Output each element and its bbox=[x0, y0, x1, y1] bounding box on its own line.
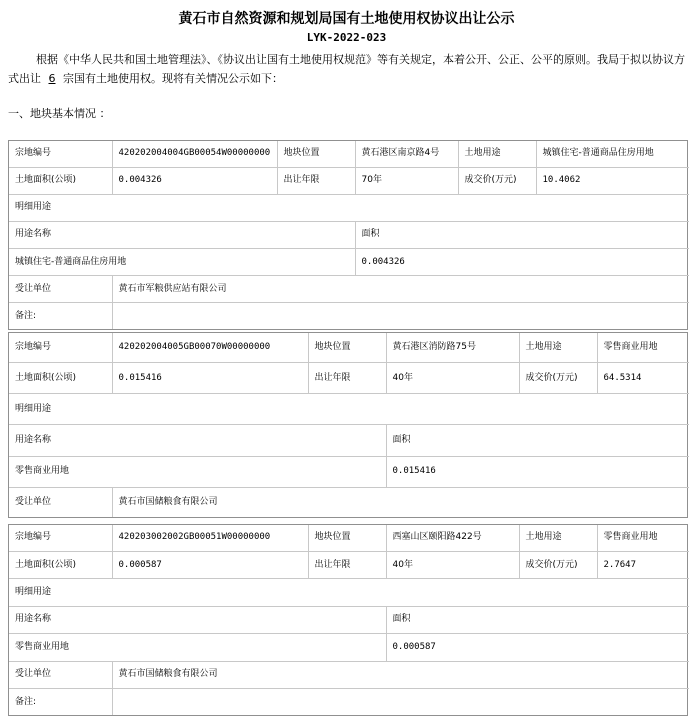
land-use-value: 零售商业用地 bbox=[597, 525, 689, 551]
assignee-value: 黄石市军粮供应站有限公司 bbox=[112, 276, 689, 303]
section-heading: 一、地块基本情况 ： bbox=[8, 107, 111, 120]
detail-use-area: 0.015416 bbox=[386, 456, 689, 487]
location-label: 地块位置 bbox=[277, 141, 355, 167]
price-value: 10.4062 bbox=[536, 167, 689, 194]
intro-text-1: 根据《中华人民共和国土地管理法》、《协议出让国有土地使用权规范》等有关规定，本着公开、公正、公平的原则。我局于拟以协议方式出让 bbox=[8, 53, 685, 85]
use-name-label: 用途名称 bbox=[9, 606, 386, 633]
area-value: 0.015416 bbox=[112, 363, 308, 394]
detail-use-name: 零售商业用地 bbox=[9, 634, 386, 661]
remarks-value bbox=[112, 303, 689, 329]
term-value: 40年 bbox=[386, 551, 519, 578]
detail-use-heading: 明细用途 bbox=[9, 194, 689, 221]
area-label: 土地面积(公顷) bbox=[9, 363, 112, 394]
parcel-table-3 bbox=[8, 524, 688, 716]
location-value: 黄石港区消防路75号 bbox=[386, 333, 519, 363]
parcel-table-2 bbox=[8, 332, 688, 518]
use-name-label: 用途名称 bbox=[9, 221, 355, 248]
detail-use-area: 0.004326 bbox=[355, 249, 689, 276]
price-value: 64.5314 bbox=[597, 363, 689, 394]
location-label: 地块位置 bbox=[308, 525, 386, 551]
detail-use-area: 0.000587 bbox=[386, 634, 689, 661]
term-label: 出让年限 bbox=[308, 363, 386, 394]
assignee-label: 受让单位 bbox=[9, 661, 112, 688]
parcel-id-value: 420203002002GB00051W00000000 bbox=[112, 525, 308, 551]
detail-use-heading: 明细用途 bbox=[9, 394, 689, 425]
land-use-label: 土地用途 bbox=[458, 141, 536, 167]
parcel-count: 6 bbox=[48, 72, 56, 85]
intro-paragraph bbox=[8, 50, 688, 88]
area-value: 0.000587 bbox=[112, 551, 308, 578]
assignee-label: 受让单位 bbox=[9, 276, 112, 303]
parcel-id-label: 宗地编号 bbox=[9, 333, 112, 363]
price-value: 2.7647 bbox=[597, 551, 689, 578]
assignee-label: 受让单位 bbox=[9, 487, 112, 517]
parcel-id-value: 420202004005GB00070W00000000 bbox=[112, 333, 308, 363]
document-number: LYK-2022-023 bbox=[306, 31, 387, 44]
use-area-label: 面积 bbox=[386, 606, 689, 633]
land-use-value: 城镇住宅-普通商品住房用地 bbox=[536, 141, 689, 167]
location-value: 黄石港区南京路4号 bbox=[355, 141, 458, 167]
use-area-label: 面积 bbox=[355, 221, 689, 248]
detail-use-name: 零售商业用地 bbox=[9, 456, 386, 487]
parcel-id-value: 420202004004GB00054W00000000 bbox=[112, 141, 277, 167]
remarks-label: 备注: bbox=[9, 689, 112, 715]
location-value: 西塞山区颐阳路422号 bbox=[386, 525, 519, 551]
term-label: 出让年限 bbox=[277, 167, 355, 194]
intro-text-2: 宗国有土地使用权。现将有关情况公示如下： bbox=[63, 72, 283, 85]
term-value: 70年 bbox=[355, 167, 458, 194]
assignee-value: 黄石市国储粮食有限公司 bbox=[112, 487, 689, 517]
area-label: 土地面积(公顷) bbox=[9, 551, 112, 578]
area-value: 0.004326 bbox=[112, 167, 277, 194]
parcel-id-label: 宗地编号 bbox=[9, 141, 112, 167]
land-use-label: 土地用途 bbox=[519, 525, 597, 551]
remarks-value bbox=[112, 689, 689, 715]
remarks-label: 备注: bbox=[9, 303, 112, 329]
price-label: 成交价(万元) bbox=[519, 551, 597, 578]
use-area-label: 面积 bbox=[386, 425, 689, 456]
area-label: 土地面积(公顷) bbox=[9, 167, 112, 194]
parcel-id-label: 宗地编号 bbox=[9, 525, 112, 551]
term-value: 40年 bbox=[386, 363, 519, 394]
land-use-label: 土地用途 bbox=[519, 333, 597, 363]
land-use-value: 零售商业用地 bbox=[597, 333, 689, 363]
parcel-table-1 bbox=[8, 140, 688, 330]
price-label: 成交价(万元) bbox=[458, 167, 536, 194]
use-name-label: 用途名称 bbox=[9, 425, 386, 456]
assignee-value: 黄石市国储粮食有限公司 bbox=[112, 661, 689, 688]
price-label: 成交价(万元) bbox=[519, 363, 597, 394]
detail-use-heading: 明细用途 bbox=[9, 579, 689, 606]
detail-use-name: 城镇住宅-普通商品住房用地 bbox=[9, 249, 355, 276]
location-label: 地块位置 bbox=[308, 333, 386, 363]
term-label: 出让年限 bbox=[308, 551, 386, 578]
page-title: 黄石市自然资源和规划局国有土地使用权协议出让公示 bbox=[178, 11, 515, 27]
